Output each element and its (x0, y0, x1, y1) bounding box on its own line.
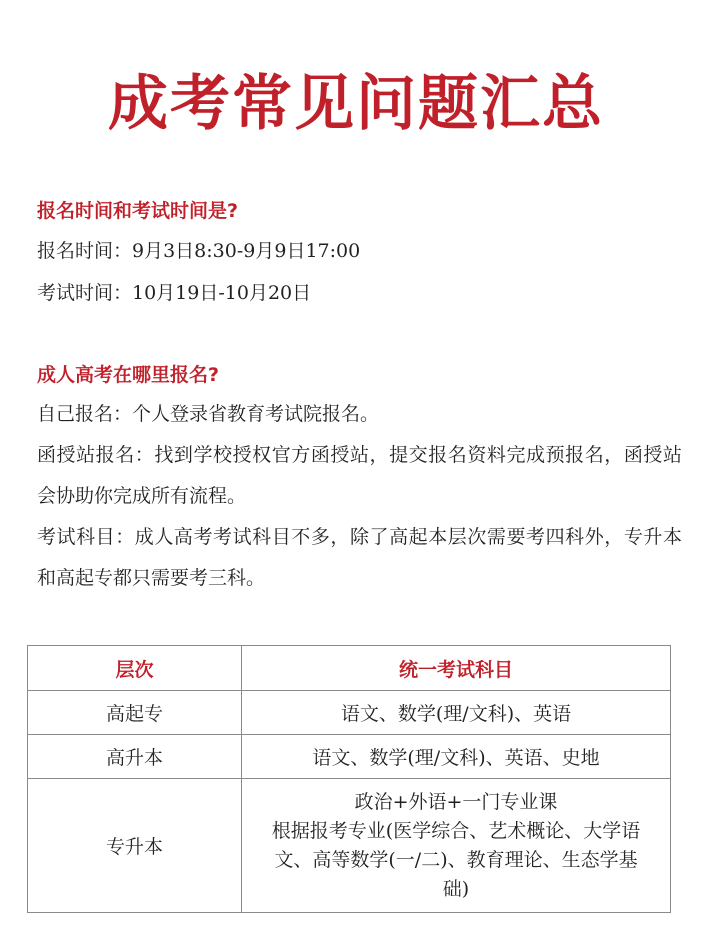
subjects-line: 政治+外语+一门专业课 (354, 790, 558, 813)
registration-time-line: 报名时间：9月3日8:30-9月9日17:00 (37, 240, 361, 262)
question-registration-time: 报名时间和考试时间是? (37, 200, 239, 222)
table-row (28, 735, 671, 779)
table-header-row (28, 646, 671, 691)
level-cell: 专升本 (28, 779, 242, 913)
correspondence-station-paragraph: 函授站报名：找到学校授权官方函授站，提交报名资料完成预报名，函授站会协助你完成所有流程。 (37, 444, 682, 507)
self-registration-paragraph: 自己报名：个人登录省教育考试院报名。 (37, 403, 380, 425)
table-row (28, 779, 671, 913)
page-title: 成考常见问题汇总 (108, 69, 604, 139)
subjects-cell: 语文、数学(理/文科)、英语、史地 (242, 735, 671, 779)
subjects-line: 文、高等数学(一/二)、教育理论、生态学基 (274, 848, 638, 871)
exam-time-line: 考试时间：10月19日-10月20日 (37, 282, 312, 304)
subjects-cell: 语文、数学(理/文科)、英语 (242, 691, 671, 735)
exam-subjects-table (27, 645, 671, 913)
subjects-line: 础) (442, 877, 470, 900)
level-cell: 高升本 (28, 735, 242, 779)
exam-subjects-paragraph: 考试科目：成人高考考试科目不多，除了高起本层次需要考四科外，专升本和高起专都只需要考三科。 (37, 526, 682, 589)
question-where-to-register: 成人高考在哪里报名? (37, 364, 220, 386)
header-level: 层次 (28, 646, 242, 691)
level-cell: 高起专 (28, 691, 242, 735)
subjects-cell (242, 779, 671, 913)
subjects-line: 根据报考专业(医学综合、艺术概论、大学语 (271, 819, 641, 842)
header-subjects: 统一考试科目 (242, 646, 671, 691)
table-row (28, 691, 671, 735)
